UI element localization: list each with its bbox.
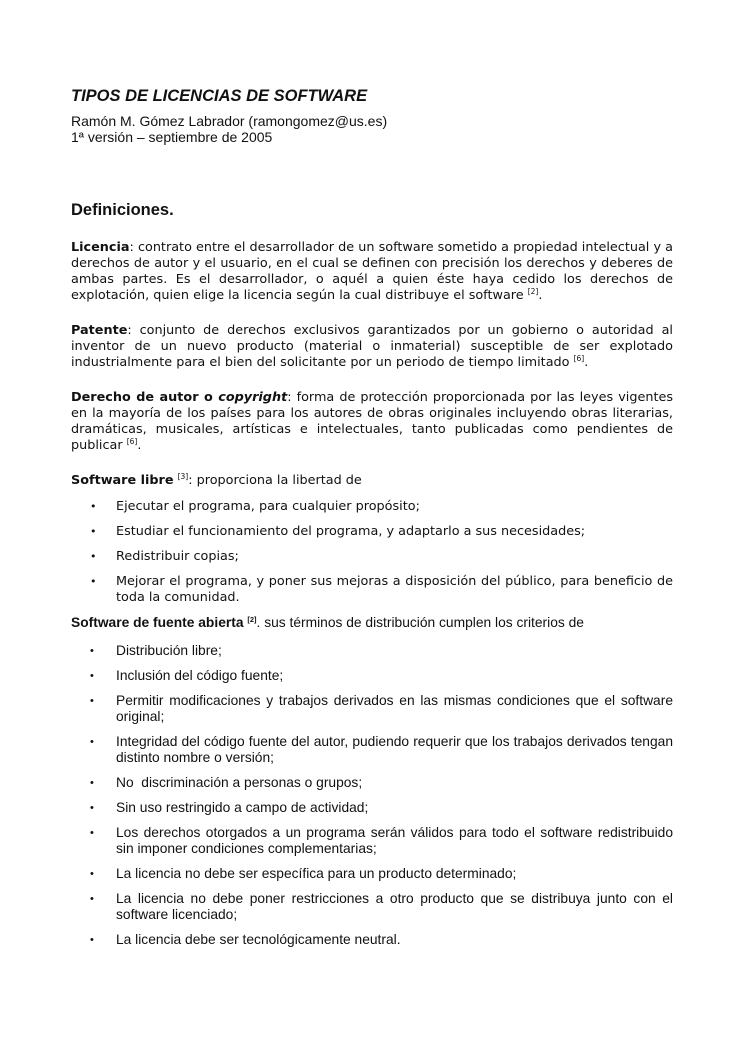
list-item bbox=[71, 574, 673, 606]
bullet-icon: • bbox=[90, 500, 97, 513]
sentence-end: . bbox=[538, 288, 543, 303]
list-item-text: Sin uso restringido a campo de actividad; bbox=[116, 800, 369, 815]
bullet-icon: • bbox=[90, 550, 97, 563]
paragraph-patente bbox=[71, 323, 673, 371]
bullet-icon: • bbox=[90, 645, 94, 657]
bullet-icon: • bbox=[90, 525, 97, 538]
reference-marker: [2] bbox=[247, 615, 257, 624]
list-item bbox=[71, 866, 673, 882]
reference-marker: [2] bbox=[527, 287, 539, 296]
definition-software-libre: : proporciona la libertad de bbox=[188, 473, 362, 488]
section-heading-definiciones: Definiciones. bbox=[71, 201, 174, 219]
software-libre-list bbox=[71, 499, 673, 606]
list-item-text: Distribución libre; bbox=[116, 643, 222, 658]
byline bbox=[71, 113, 673, 145]
list-item-text: La licencia debe ser tecnológicamente neutral. bbox=[116, 932, 401, 947]
fuente-abierta-list bbox=[71, 643, 673, 948]
bullet-icon: • bbox=[90, 868, 94, 880]
sentence-end: . bbox=[584, 355, 589, 370]
reference-marker: [6] bbox=[126, 437, 138, 446]
list-item-text: No discriminación a personas o grupos; bbox=[116, 775, 363, 790]
list-item bbox=[71, 891, 673, 923]
list-item-text: La licencia no debe ser específica para un producto determinado; bbox=[116, 866, 517, 881]
bullet-icon: • bbox=[90, 670, 94, 682]
document-title: TIPOS DE LICENCIAS DE SOFTWARE bbox=[71, 87, 368, 105]
list-item-text: Permitir modificaciones y trabajos derivados en las mismas condiciones que el software original; bbox=[116, 693, 673, 724]
list-item-text: Ejecutar el programa, para cualquier propósito; bbox=[116, 499, 420, 514]
term-software-libre: Software libre bbox=[71, 473, 174, 488]
list-item-text: Inclusión del código fuente; bbox=[116, 668, 284, 683]
term-patente: Patente bbox=[71, 323, 128, 338]
definition-patente: : conjunto de derechos exclusivos garantizados por un gobierno o autoridad al inventor de un nuevo producto (material o inmaterial) susceptible de ser explotado industrialmente para el bien del solicitante por un periodo de tiempo limitado bbox=[71, 323, 673, 370]
definition-fuente-abierta: . sus términos de distribución cumplen los criterios de bbox=[256, 615, 584, 630]
paragraph-fuente-abierta bbox=[71, 615, 673, 631]
author-line: Ramón M. Gómez Labrador (ramongomez@us.es) bbox=[71, 113, 388, 129]
list-item bbox=[71, 499, 673, 515]
bullet-icon: • bbox=[90, 827, 94, 839]
bullet-icon: • bbox=[90, 777, 94, 789]
list-item-text: Estudiar el funcionamiento del programa, y adaptarlo a sus necesidades; bbox=[116, 524, 586, 539]
bullet-icon: • bbox=[90, 695, 94, 707]
term-derecho-de-autor: Derecho de autor o bbox=[71, 390, 219, 405]
list-item-text: Redistribuir copias; bbox=[116, 549, 239, 564]
list-item bbox=[71, 524, 673, 540]
version-line: 1ª versión – septiembre de 2005 bbox=[71, 129, 273, 145]
paragraph-copyright bbox=[71, 390, 673, 454]
list-item bbox=[71, 549, 673, 565]
bullet-icon: • bbox=[90, 802, 94, 814]
bullet-icon: • bbox=[90, 575, 97, 588]
term-licencia: Licencia bbox=[71, 240, 130, 255]
paragraph-licencia bbox=[71, 240, 673, 304]
list-item bbox=[71, 932, 673, 948]
definition-licencia: : contrato entre el desarrollador de un software sometido a propiedad intelectual y a derechos de autor y el usuario, en el cual se definen con precisión los derechos y deberes de ambas partes. Es el desarrollador, o aquél a quien éste haya cedido los derechos de explotación, quien elige la licencia según la cual distribuye el software bbox=[71, 240, 673, 303]
list-item bbox=[71, 668, 673, 684]
list-item bbox=[71, 693, 673, 725]
reference-marker: [6] bbox=[573, 354, 585, 363]
list-item-text: La licencia no debe poner restricciones a otro producto que se distribuya junto con el software licenciado; bbox=[116, 891, 673, 922]
list-item bbox=[71, 825, 673, 857]
reference-marker: [3] bbox=[177, 472, 189, 481]
list-item-text: Mejorar el programa, y poner sus mejoras a disposición del público, para beneficio de toda la comunidad. bbox=[116, 574, 673, 605]
definition-copyright: : forma de protección proporcionada por las leyes vigentes en la mayoría de los países para los autores de obras originales incluyendo obras literarias, dramáticas, musicales, artísticas e intelectuales, tanto publicadas como pendientes de publicar bbox=[71, 390, 673, 453]
list-item bbox=[71, 643, 673, 659]
paragraph-software-libre bbox=[71, 473, 673, 489]
term-copyright: copyright bbox=[218, 390, 288, 405]
list-item bbox=[71, 734, 673, 766]
list-item bbox=[71, 800, 673, 816]
list-item-text: Integridad del código fuente del autor, pudiendo requerir que los trabajos derivados tengan distinto nombre o versión; bbox=[116, 734, 673, 765]
bullet-icon: • bbox=[90, 736, 94, 748]
list-item bbox=[71, 775, 673, 791]
term-fuente-abierta: Software de fuente abierta bbox=[71, 615, 244, 630]
sentence-end: . bbox=[137, 438, 142, 453]
bullet-icon: • bbox=[90, 934, 94, 946]
bullet-icon: • bbox=[90, 893, 94, 905]
list-item-text: Los derechos otorgados a un programa serán válidos para todo el software redistribuido sin imponer condiciones complementarias; bbox=[116, 825, 673, 856]
